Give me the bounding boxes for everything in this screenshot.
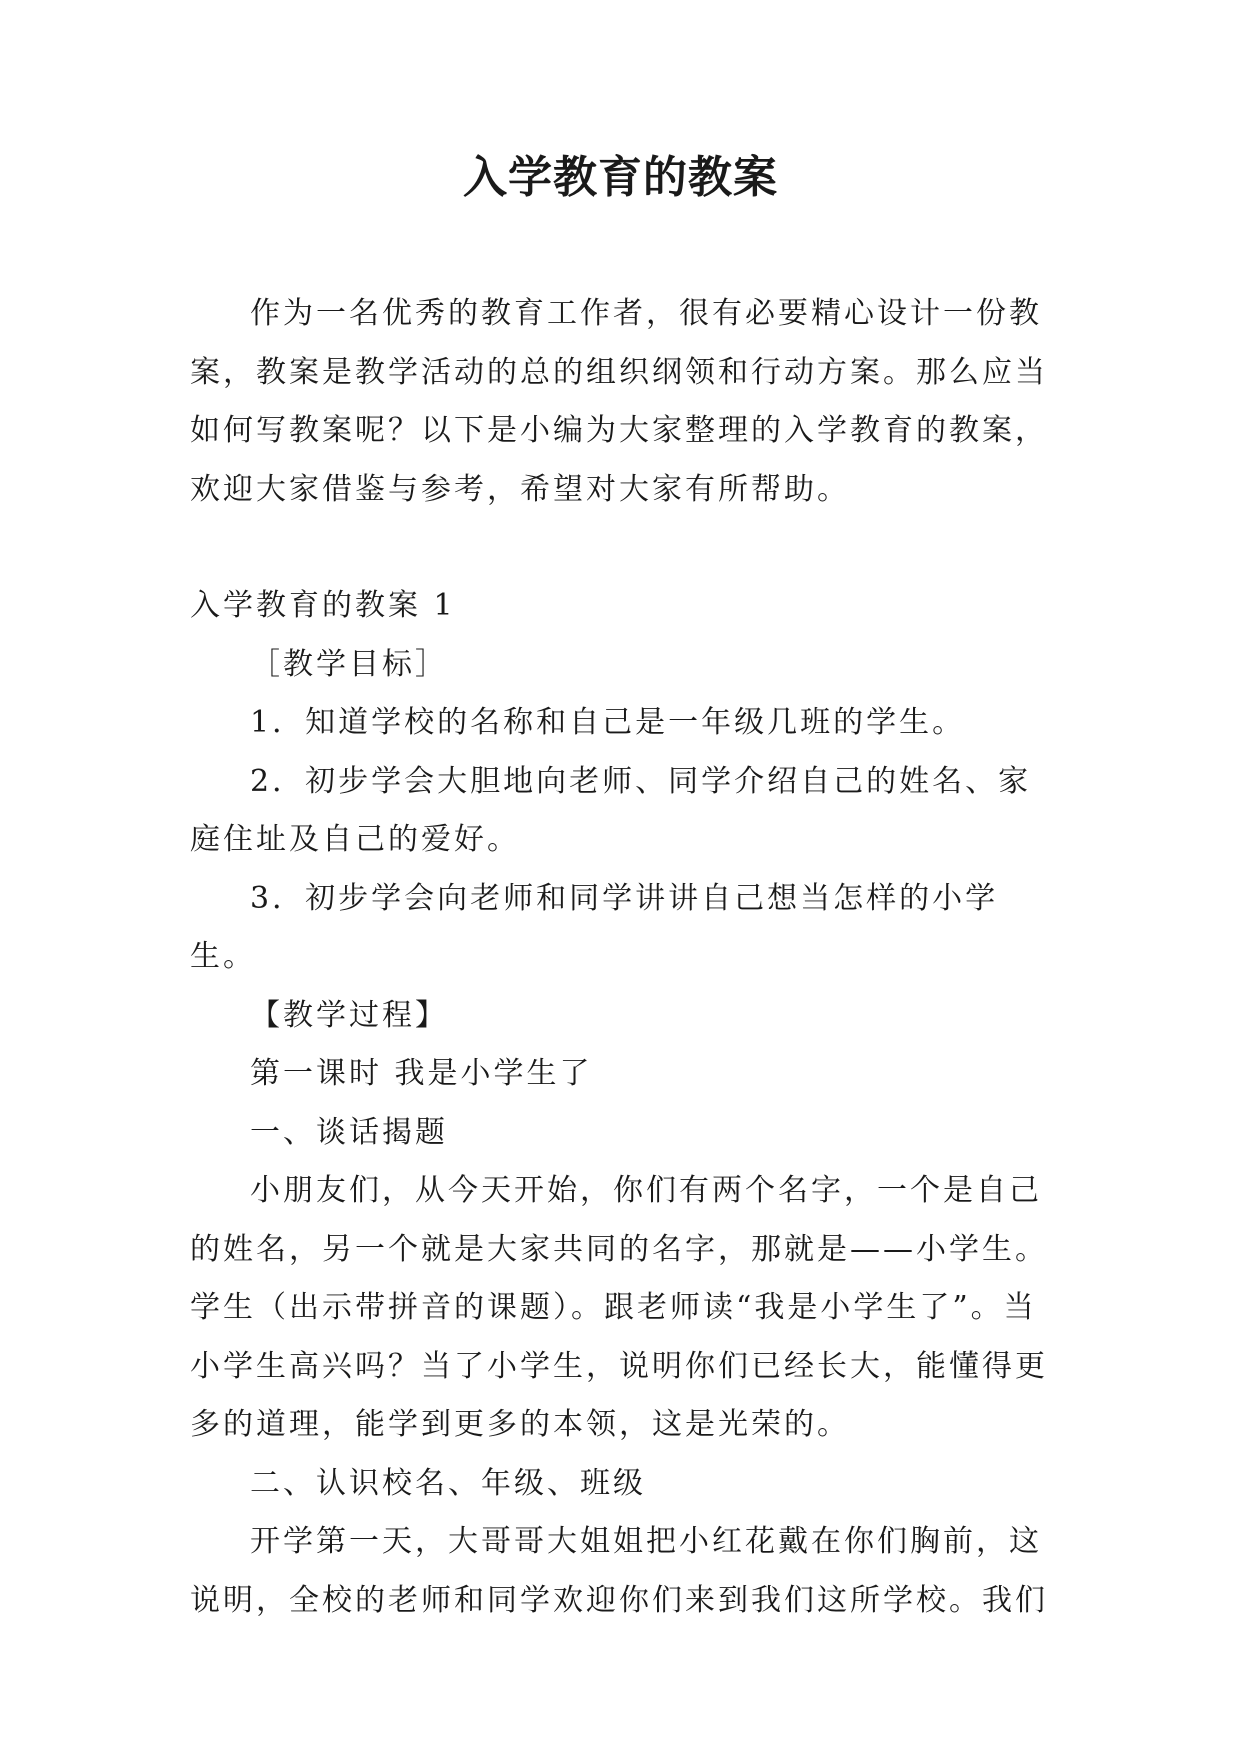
- document-title: 入学教育的教案: [463, 152, 778, 203]
- step-paragraph-2: 开学第一天，大哥哥大姐姐把小红花戴在你们胸前，这说明，全校的老师和同学欢迎你们来到我们这所学校。我们: [190, 1524, 1048, 1618]
- teaching-goals-heading: ［教学目标］: [250, 646, 448, 682]
- lesson-title: 第一课时 我是小学生了: [250, 1056, 593, 1091]
- step-heading-2: 二、认识校名、年级、班级: [250, 1465, 646, 1501]
- goal-item-2: 2．初步学会大胆地向老师、同学介绍自己的姓名、家庭住址及自己的爱好。: [190, 763, 1032, 857]
- intro-paragraph: 作为一名优秀的教育工作者，很有必要精心设计一份教案，教案是教学活动的总的组织纲领和行动方案。那么应当如何写教案呢？以下是小编为大家整理的入学教育的教案，欢迎大家借鉴与参考，希望对大家有所帮助。: [190, 296, 1048, 507]
- document-body: [190, 285, 1050, 1630]
- goal-item-1: 1．知道学校的名称和自己是一年级几班的学生。: [250, 705, 966, 740]
- step-paragraph-1: 小朋友们，从今天开始，你们有两个名字，一个是自己的姓名，另一个就是大家共同的名字，那就是——小学生。学生（出示带拼音的课题）。跟老师读“我是小学生了”。当小学生高兴吗？当了小学生，说明你们已经长大，能懂得更多的道理，能学到更多的本领，这是光荣的。: [190, 1173, 1048, 1442]
- step-heading-1: 一、谈话揭题: [250, 1114, 448, 1150]
- paragraph-spacer: [190, 519, 1050, 577]
- teaching-process-heading: 【教学过程】: [250, 997, 448, 1033]
- section-heading: 入学教育的教案 1: [190, 588, 456, 623]
- goal-item-3: 3．初步学会向老师和同学讲讲自己想当怎样的小学生。: [190, 880, 999, 974]
